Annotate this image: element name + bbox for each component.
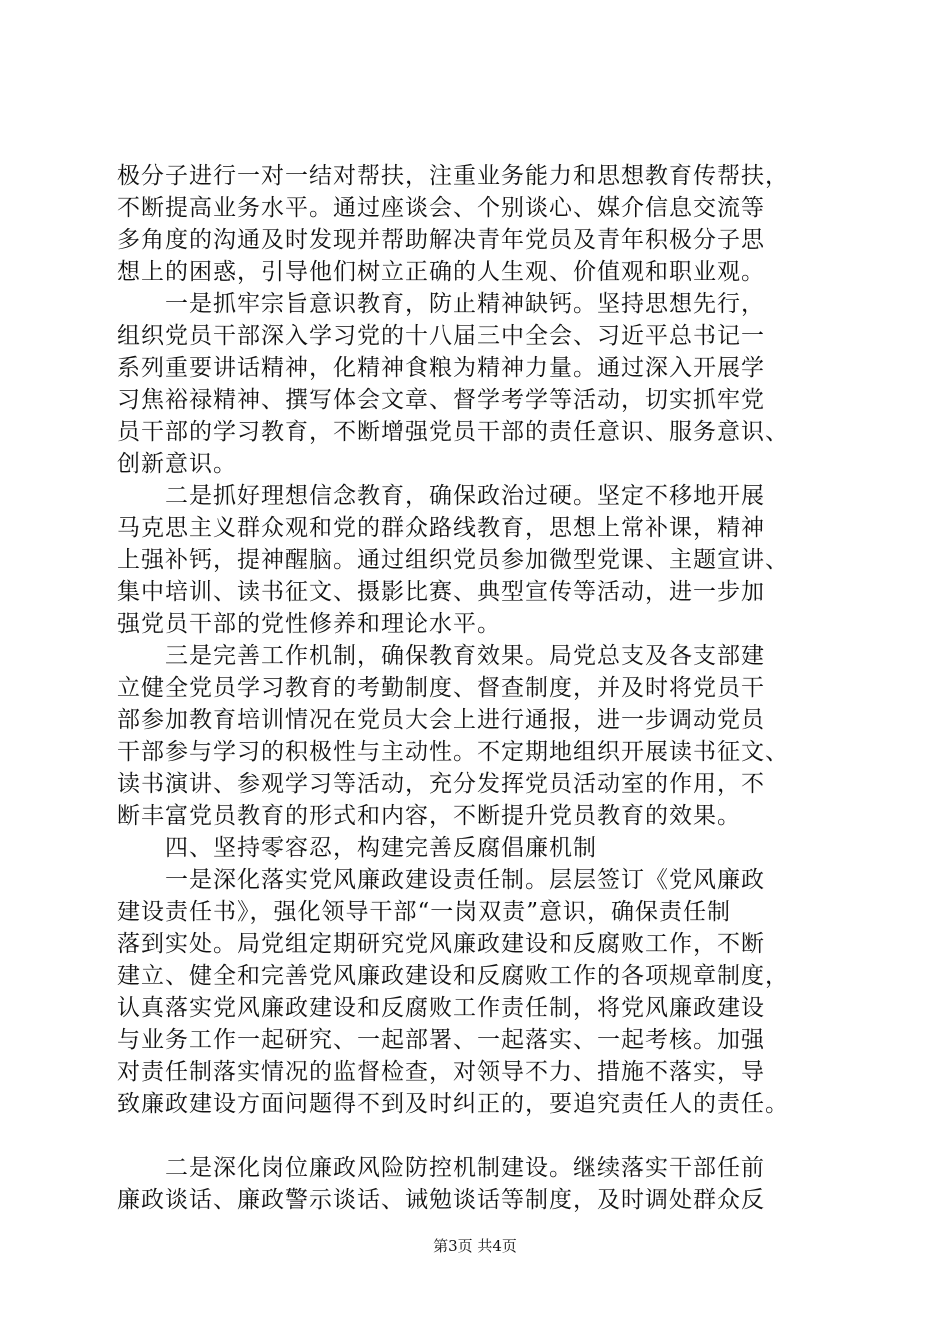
text-line: 习焦裕禄精神、撰写体会文章、督学考学等活动，切实抓牢党 [117, 387, 765, 413]
text-line: 马克思主义群众观和党的群众路线教育，思想上常补课，精神 [117, 515, 765, 541]
text-line: 上强补钙，提神醒脑。通过组织党员参加微型党课、主题宣讲、 [117, 547, 789, 573]
text-line: 认真落实党风廉政建设和反腐败工作责任制，将党风廉政建设 [117, 995, 765, 1021]
text-line: 集中培训、读书征文、摄影比赛、典型宣传等活动，进一步加 [117, 579, 765, 605]
text-line: 员干部的学习教育，不断增强党员干部的责任意识、服务意识、 [117, 419, 789, 445]
document-body [117, 160, 837, 1216]
text-line: 一是抓牢宗旨意识教育，防止精神缺钙。坚持思想先行， [117, 291, 765, 317]
text-line: 创新意识。 [117, 451, 237, 477]
text-line: 断丰富党员教育的形式和内容，不断提升党员教育的效果。 [117, 803, 741, 829]
text-line: 极分子进行一对一结对帮扶，注重业务能力和思想教育传帮扶， [117, 163, 789, 189]
text-line: 干部参与学习的积极性与主动性。不定期地组织开展读书征文、 [117, 739, 789, 765]
text-line: 组织党员干部深入学习党的十八届三中全会、习近平总书记一 [117, 323, 765, 349]
text-line: 建设责任书》，强化领导干部“一岗双责”意识，确保责任制 [117, 899, 732, 925]
text-line: 立健全党员学习教育的考勤制度、督查制度，并及时将党员干 [117, 675, 765, 701]
page-footer: 第3页 共4页 [433, 1237, 517, 1255]
text-line: 部参加教育培训情况在党员大会上进行通报，进一步调动党员 [117, 707, 765, 733]
text-line: 落到实处。局党组定期研究党风廉政建设和反腐败工作，不断 [117, 931, 765, 957]
text-line: 致廉政建设方面问题得不到及时纠正的，要追究责任人的责任。 [117, 1091, 789, 1117]
text-line: 对责任制落实情况的监督检查，对领导不力、措施不落实，导 [117, 1059, 765, 1085]
text-line: 三是完善工作机制，确保教育效果。局党总支及各支部建 [117, 643, 765, 669]
text-line: 读书演讲、参观学习等活动，充分发挥党员活动室的作用，不 [117, 771, 765, 797]
text-line: 想上的困惑，引导他们树立正确的人生观、价值观和职业观。 [117, 259, 765, 285]
text-line: 建立、健全和完善党风廉政建设和反腐败工作的各项规章制度， [117, 963, 789, 989]
text-line: 系列重要讲话精神，化精神食粮为精神力量。通过深入开展学 [117, 355, 765, 381]
text-line: 一是深化落实党风廉政建设责任制。层层签订《党风廉政 [117, 867, 765, 893]
text-line: 与业务工作一起研究、一起部署、一起落实、一起考核。加强 [117, 1027, 765, 1053]
text-line: 二是抓好理想信念教育，确保政治过硬。坚定不移地开展 [117, 483, 765, 509]
text-line: 廉政谈话、廉政警示谈话、诫勉谈话等制度，及时调处群众反 [117, 1187, 765, 1213]
text-line: 二是深化岗位廉政风险防控机制建设。继续落实干部任前 [117, 1155, 765, 1181]
blank-line [117, 1120, 837, 1152]
text-line: 多角度的沟通及时发现并帮助解决青年党员及青年积极分子思 [117, 227, 765, 253]
text-line: 不断提高业务水平。通过座谈会、个别谈心、媒介信息交流等 [117, 195, 765, 221]
text-line: 强党员干部的党性修养和理论水平。 [117, 611, 501, 637]
text-line: 四、坚持零容忍，构建完善反腐倡廉机制 [117, 835, 597, 861]
